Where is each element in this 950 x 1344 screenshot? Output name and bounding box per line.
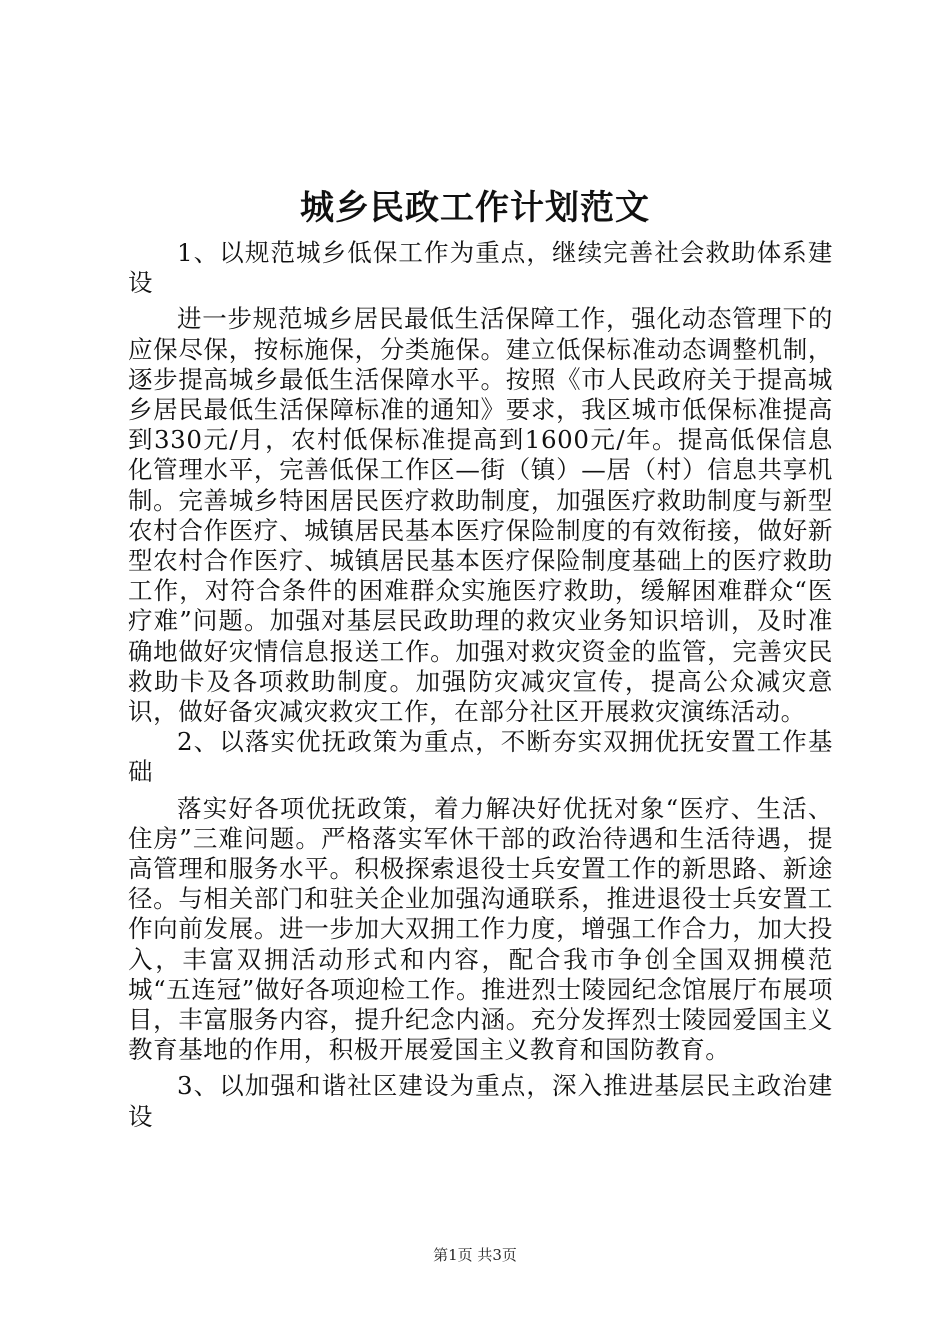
paragraph-1: 进一步规范城乡居民最低生活保障工作，强化动态管理下的应保尽保，按标施保，分类施保。建立低保标准动态调整机制，逐步提高城乡最低生活保障水平。按照《市人民政府关于提高城乡居民最低生活保障标准的通知》要求，我区城市低保标准提高到330元/月，农村低保标准提高到1600元/年。提高低保信息化管理水平，完善低保工作区—街（镇）—居（村）信息共享机制。完善城乡特困居民医疗救助制度，加强医疗救助制度与新型农村合作医疗、城镇居民基本医疗保险制度的有效衔接，做好新型农村合作医疗、城镇居民基本医疗保险制度基础上的医疗救助工作，对符合条件的困难群众实施医疗救助，缓解困难群众“医疗难”问题。加强对基层民政助理的救灾业务知识培训，及时准确地做好灾情信息报送工作。加强对救灾资金的监管，完善灾民救助卡及各项救助制度。加强防灾减灾宣传，提高公众减灾意识，做好备灾减灾救灾工作，在部分社区开展救灾演练活动。 [128,304,833,727]
section-heading-3: 3、以加强和谐社区建设为重点，深入推进基层民主政治建设 [128,1071,833,1131]
page-footer: 第1页 共3页 [433,1246,517,1264]
document-body [128,238,833,1132]
page-title: 城乡民政工作计划范文 [300,188,650,228]
section-heading-2: 2、以落实优抚政策为重点，不断夯实双拥优抚安置工作基础 [128,727,833,787]
section-heading-1: 1、以规范城乡低保工作为重点，继续完善社会救助体系建设 [128,238,833,298]
paragraph-2: 落实好各项优抚政策，着力解决好优抚对象“医疗、生活、住房”三难问题。严格落实军休干部的政治待遇和生活待遇，提高管理和服务水平。积极探索退役士兵安置工作的新思路、新途径。与相关部门和驻关企业加强沟通联系，推进退役士兵安置工作向前发展。进一步加大双拥工作力度，增强工作合力，加大投入，丰富双拥活动形式和内容，配合我市争创全国双拥模范城“五连冠”做好各项迎检工作。推进烈士陵园纪念馆展厅布展项目，丰富服务内容，提升纪念内涵。充分发挥烈士陵园爱国主义教育基地的作用，积极开展爱国主义教育和国防教育。 [128,793,833,1065]
